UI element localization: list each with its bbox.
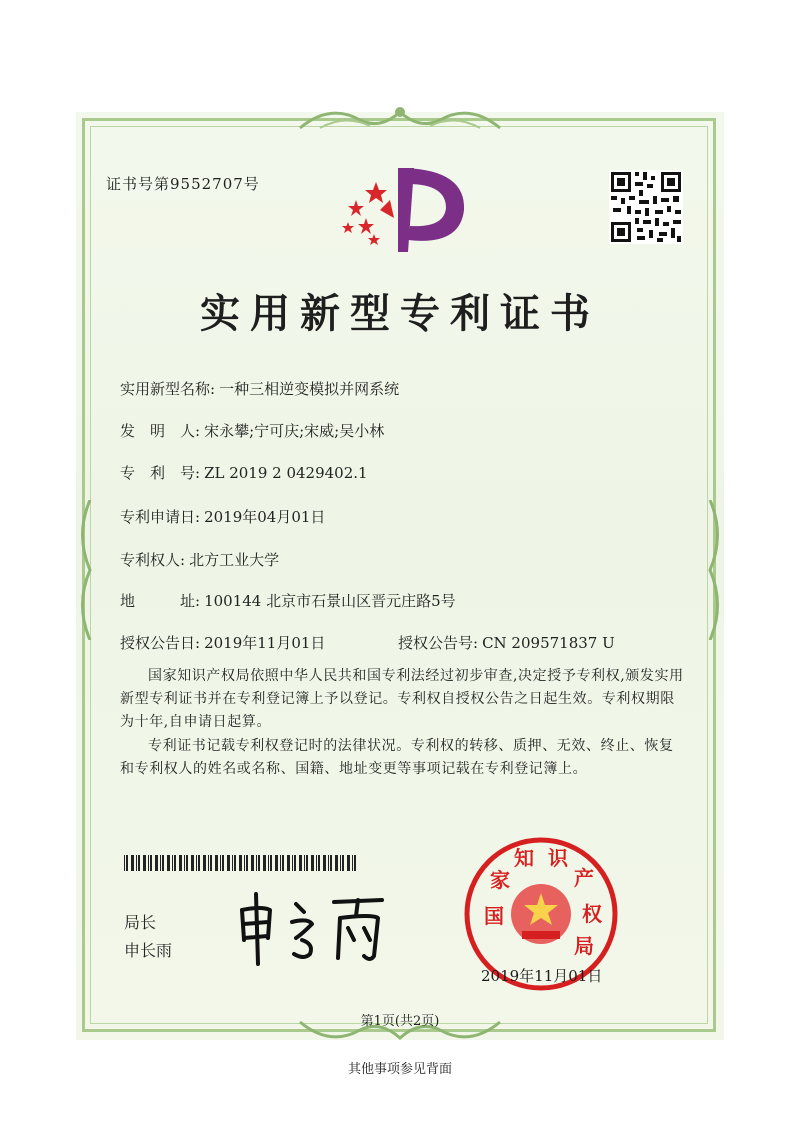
field-patentee (120, 549, 279, 570)
field-value: 一种三相逆变模拟并网系统 (219, 380, 400, 398)
handwritten-signature (232, 888, 392, 968)
left-ornament-icon (70, 500, 100, 640)
field-label: 授权公告日: (120, 634, 201, 652)
certificate-number: 证书号第9552707号 (106, 175, 260, 193)
field-label: 专利申请日: (120, 508, 201, 526)
field-inventors (120, 420, 384, 441)
svg-text:权: 权 (582, 902, 602, 926)
field-label: 地 址: (120, 592, 201, 610)
field-value: 2019年11月01日 (204, 634, 326, 652)
field-label: 发 明 人: (120, 422, 201, 440)
field-value: ZL 2019 2 0429402.1 (204, 464, 368, 482)
field-grant-date (120, 632, 325, 653)
right-ornament-icon (700, 500, 730, 640)
field-value: 100144 北京市石景山区晋元庄路5号 (204, 592, 456, 610)
svg-text:局: 局 (574, 934, 594, 958)
barcode-icon (124, 855, 360, 871)
field-value: 北方工业大学 (189, 551, 280, 569)
svg-text:国: 国 (484, 904, 504, 928)
qr-code-icon (609, 170, 683, 244)
field-label: 专 利 号: (120, 464, 201, 482)
certificate-title: 实用新型专利证书 (200, 290, 600, 337)
cnipa-logo-icon (338, 160, 478, 260)
svg-text:知: 知 (514, 846, 534, 870)
field-filing-date (120, 506, 325, 527)
field-label: 实用新型名称: (120, 380, 216, 398)
field-value: 宋永攀;宁可庆;宋威;吴小林 (204, 422, 385, 440)
field-patent-number (120, 462, 368, 483)
body-paragraph-2: 专利证书记载专利权登记时的法律状况。专利权的转移、质押、无效、终止、恢复和专利权人的姓名或名称、国籍、地址变更等事项记载在专利登记簿上。 (120, 738, 674, 777)
director-name: 申长雨 (124, 941, 173, 960)
field-value: CN 209571837 U (482, 634, 615, 652)
field-utility-model-name (120, 378, 399, 399)
top-ornament-icon (290, 98, 510, 138)
field-value: 2019年04月01日 (204, 508, 326, 526)
body-paragraph-1: 国家知识产权局依照中华人民共和国专利法经过初步审查,决定授予专利权,颁发实用新型专利证书并在专利登记簿上予以登记。专利权自授权公告之日起生效。专利权期限为十年,自申请日起算。 (120, 668, 684, 730)
svg-text:识: 识 (548, 846, 568, 870)
seal-date: 2019年11月01日 (481, 967, 603, 985)
page-number: 第1页(共2页) (360, 1014, 440, 1029)
svg-text:家: 家 (490, 868, 510, 892)
field-label: 授权公告号: (398, 634, 479, 652)
director-title: 局长 (124, 913, 157, 932)
field-label: 专利权人: (120, 551, 186, 569)
svg-text:产: 产 (574, 866, 594, 890)
footer-note: 其他事项参见背面 (347, 1062, 452, 1077)
field-address (120, 590, 456, 611)
field-grant-number (398, 632, 615, 653)
